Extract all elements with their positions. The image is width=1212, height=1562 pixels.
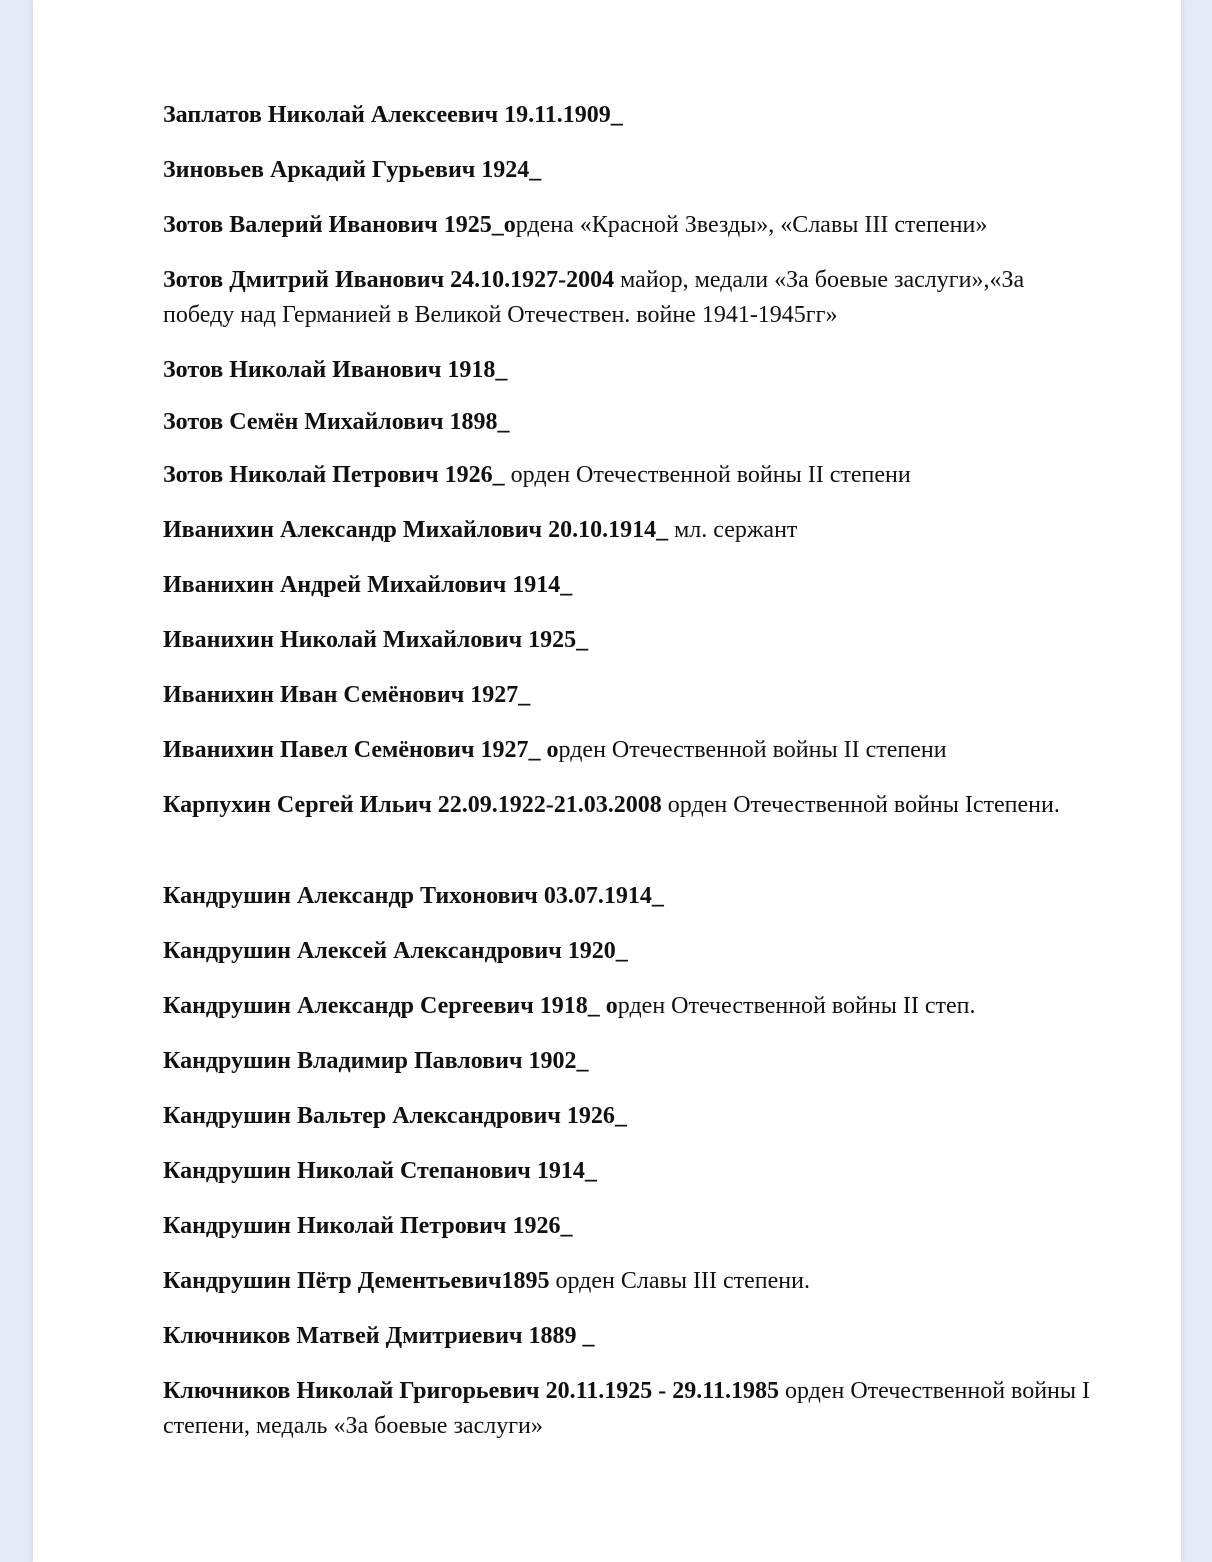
person-name: Кандрушин Владимир Павлович 1902_ [163,1048,589,1074]
person-awards: майор, медали «За боевые заслуги»,«За победу над Германией в Великой Отечествен. войне 1941-1945гг» [163,267,1025,328]
person-name: Зотов Семён Михайлович 1898_ [163,409,510,435]
list-item [163,1099,1093,1134]
list-item [163,458,1093,493]
person-name: Кандрушин Пётр Дементьевич1895 [163,1268,550,1294]
person-name: Зотов Николай Петрович 1926_ [163,462,505,488]
person-awards: орден Отечественной войны II степени [504,462,911,488]
list-item [163,1154,1093,1189]
person-awards: рдена «Красной Звезды», «Славы III степени» [515,212,988,238]
list-item [163,879,1093,914]
list-item [163,263,1093,333]
list-item [163,513,1093,548]
person-awards: орден Отечественной войны Iстепени. [661,792,1060,818]
person-name: Карпухин Сергей Ильич 22.09.1922-21.03.2008 [163,792,662,818]
person-name: Ключников Матвей Дмитриевич 1889 _ [163,1323,595,1349]
list-item [163,1319,1093,1354]
list-item [163,1374,1093,1444]
person-name: Зотов Дмитрий Иванович 24.10.1927-2004 [163,267,615,293]
list-item [163,568,1093,603]
person-awards: орден Отечественной войны I степени, медаль «За боевые заслуги» [163,1378,1091,1439]
person-name: Иванихин Андрей Михайлович 1914_ [163,572,573,598]
list-item [163,405,1093,440]
person-name: Кандрушин Вальтер Александрович 1926_ [163,1103,627,1129]
person-name: Кандрушин Николай Петрович 1926_ [163,1213,573,1239]
person-awards: рден Отечественной войны II степени [558,737,947,763]
list-item [163,678,1093,713]
list-item [163,353,1093,388]
person-name: Кандрушин Александр Тихонович 03.07.1914_ [163,883,664,909]
list-item [163,934,1093,969]
person-name: Зотов Николай Иванович 1918_ [163,357,508,383]
person-awards: мл. сержант [668,517,798,543]
person-name: Зотов Валерий Иванович 1925_о [163,212,516,238]
person-name: Ключников Николай Григорьевич 20.11.1925 - 29.11.1985 [163,1378,779,1404]
person-name: Иванихин Павел Семёнович 1927_ о [163,737,559,763]
list-item [163,623,1093,658]
person-awards: рден Отечественной войны II степ. [617,993,976,1019]
list-item [163,98,1093,133]
list-item [163,1209,1093,1244]
person-name: Иванихин Александр Михайлович 20.10.1914_ [163,517,669,543]
person-name: Иванихин Николай Михайлович 1925_ [163,627,589,653]
list-item [163,208,1093,243]
list-item [163,1264,1093,1299]
person-name: Кандрушин Алексей Александрович 1920_ [163,938,628,964]
list-item [163,1044,1093,1079]
list-item [163,788,1093,823]
person-name: Иванихин Иван Семёнович 1927_ [163,682,531,708]
person-name: Заплатов Николай Алексеевич 19.11.1909_ [163,102,623,128]
person-name: Кандрушин Николай Степанович 1914_ [163,1158,597,1184]
person-name: Зиновьев Аркадий Гурьевич 1924_ [163,157,542,183]
list-item [163,153,1093,188]
list-item [163,989,1093,1024]
document-page [33,0,1181,1562]
list-item [163,733,1093,768]
person-awards: орден Славы III степени. [549,1268,810,1294]
person-name: Кандрушин Александр Сергеевич 1918_ о [163,993,618,1019]
